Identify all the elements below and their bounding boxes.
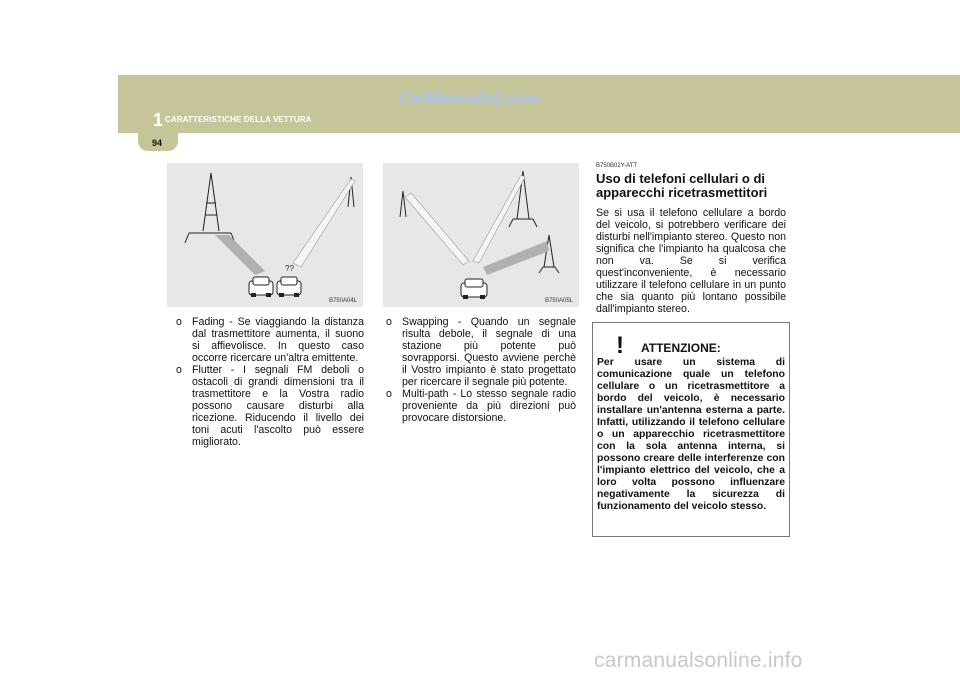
watermark-link[interactable]: CarManuals2.com (399, 90, 541, 107)
figure-multipath (383, 163, 579, 307)
figure-fading (167, 163, 363, 307)
item-text: Swapping - Quando un segnale risulta debole, il segnale di una stazione più potente può sovrapporsi. Questo avviene perchè il Vostro impianto è stato progettato per ricercare il segnale più potente. (402, 316, 576, 388)
section-code: B750B02Y-ATT (596, 163, 638, 169)
list-item (386, 316, 576, 388)
chapter-title: CARATTERISTICHE DELLA VETTURA (165, 115, 312, 124)
section-body: Se si usa il telefono cellulare a bordo del veicolo, si potrebbero verificare dei disturbi nell'impianto stereo. Questo non significa che l'impianto ha qualcosa che non va. Se si verifica quest'inconveniente, è necessario utilizzare il telefono cellulare in un punto che sia quanto più lontano possibile dall'impianto stereo. (596, 207, 786, 315)
middle-column (386, 316, 576, 424)
fading-illustration (167, 163, 363, 307)
car-icon (277, 277, 301, 297)
figure-code: B750A04L (328, 298, 357, 304)
signal-beam (215, 235, 265, 275)
section-title: Uso di telefoni cellulari o di apparecchi ricetrasmettitori (596, 171, 768, 200)
list-item (176, 316, 364, 364)
warning-symbol: ! (616, 332, 624, 357)
bullet-marker: o (176, 364, 182, 376)
car-icon (249, 277, 273, 297)
footer-watermark[interactable]: carmanualsonline.info (594, 649, 803, 672)
question-marks: ?? (285, 264, 294, 273)
item-text: Fading - Se viaggiando la distanza dal trasmettitore aumenta, il suono si affievolisce. In questo caso occorre ricercare un'altra emittente. (192, 316, 364, 364)
bullet-marker: o (386, 388, 392, 400)
warning-box (592, 322, 790, 537)
figure-code: B750A05L (544, 298, 573, 304)
warning-title: ATTENZIONE: (641, 341, 721, 355)
page-number: 94 (152, 138, 163, 148)
list-item (176, 364, 364, 448)
warning-body: Per usare un sistema di comunicazione quale un telefono cellulare o un ricetrasmettitore a bordo del veicolo, è necessario installare un'antenna esterna a parte. Infatti, utilizzando il telefono cellulare o un apparecchio ricetrasmettitore con la sola antenna interna, si possono creare delle interferenze con l'impianto elettrico del veicolo, che a loro volta possono influenzare negativamente la sicurezza di funzionamento del veicolo stesso. (597, 357, 785, 512)
bullet-marker: o (176, 316, 182, 328)
list-item (386, 388, 576, 424)
car-icon (461, 279, 487, 299)
radio-tower-icon (185, 173, 235, 243)
signal-beam (293, 179, 355, 267)
multipath-illustration (383, 163, 579, 307)
item-text: Multi-path - Lo stesso segnale radio proveniente da più direzioni può provocare distorsione. (402, 388, 576, 424)
signal-beam (483, 241, 549, 275)
signal-beam (405, 193, 469, 265)
bullet-marker: o (386, 316, 392, 328)
chapter-number: 1 (153, 110, 164, 130)
item-text: Flutter - I segnali FM deboli o ostacoli di grandi dimensioni tra il trasmettitore e la Vostra radio possono causare disturbi alla ricezione. Riducendo il livello dei toni acuti l'ascolto può essere migliorato. (192, 364, 364, 448)
left-column (176, 316, 364, 448)
